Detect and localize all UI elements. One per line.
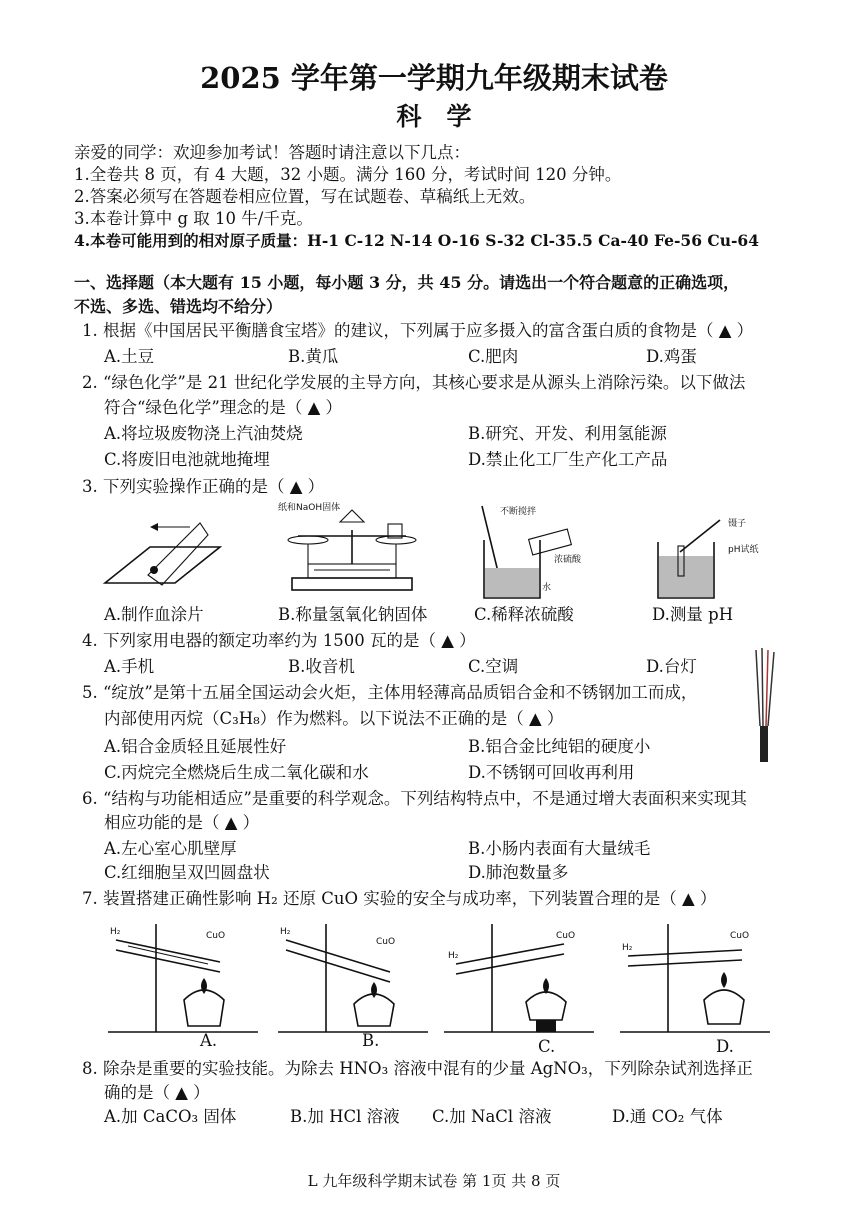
- q2-option-c: C.将废旧电池就地掩埋: [104, 450, 270, 469]
- notice-intro: 亲爱的同学：欢迎参加考试！答题时请注意以下几点：: [74, 143, 470, 162]
- q1-stem: 1. 根据《中国居民平衡膳食宝塔》的建议，下列属于应多摄入的富含蛋白质的食物是（ ▲ ）: [82, 321, 754, 340]
- right-pan: [376, 536, 416, 544]
- q2-stem: 2. “绿色化学”是 21 世纪化学发展的主导方向，其核心要求是从源头上消除污染。以下做法: [82, 373, 746, 392]
- q3-figure-c: [470, 500, 600, 600]
- q7a-cuo: CuO: [206, 931, 226, 941]
- q5-stem: 5. “绽放”是第十五届全国运动会火炬，主体用轻薄高品质铝合金和不锈钢加工而成，: [82, 683, 698, 702]
- q6-stem-cont: 相应功能的是（ ▲ ）: [104, 813, 260, 832]
- flame: [201, 978, 207, 994]
- q7-option-a: A.: [200, 1031, 218, 1050]
- q4-option-d: D.台灯: [646, 657, 697, 676]
- q7-option-c: C.: [538, 1037, 556, 1056]
- q8-stem: 8. 除杂是重要的实验技能。为除去 HNO₃ 溶液中混有的少量 AgNO₃，下列除杂试剂选择正: [82, 1059, 753, 1078]
- exam-title: 2025 学年第一学期九年级期末试卷: [200, 61, 668, 95]
- q2-option-d: D.禁止化工厂生产化工产品: [468, 450, 668, 469]
- q2-stem-cont: 符合“绿色化学”理念的是（ ▲ ）: [104, 398, 343, 417]
- notice-item-1: 1.全卷共 8 页，有 4 大题，32 小题。满分 160 分，考试时间 120 分钟。: [74, 165, 622, 184]
- q2-option-b: B.研究、开发、利用氢能源: [468, 424, 667, 443]
- q3-option-d: D.测量 pH: [652, 605, 734, 624]
- notice-item-3: 3.本卷计算中 g 取 10 牛/千克。: [74, 209, 313, 228]
- q1-option-d: D.鸡蛋: [646, 347, 697, 366]
- q3-option-c: C.稀释浓硫酸: [474, 605, 574, 624]
- water: [485, 568, 539, 597]
- alcohol-lamp: [184, 990, 224, 1026]
- q6-option-c: C.红细胞呈双凹圆盘状: [104, 863, 270, 882]
- q5-option-d: D.不锈钢可回收再利用: [468, 763, 635, 782]
- q3-figure-a: [100, 515, 230, 595]
- alcohol-lamp: [704, 990, 744, 1024]
- q8-stem-cont: 确的是（ ▲ ）: [104, 1083, 210, 1102]
- q5-stem-cont: 内部使用丙烷（C₃H₈）作为燃料。以下说法不正确的是（ ▲ ）: [104, 709, 564, 728]
- torch-image: [746, 646, 786, 766]
- q6-option-a: A.左心室心肌壁厚: [104, 839, 237, 858]
- q1-option-c: C.肥肉: [468, 347, 519, 366]
- q7-figure-d: [620, 920, 770, 1035]
- q5-option-b: B.铝合金比纯铝的硬度小: [468, 737, 651, 756]
- q3-label-paper: pH试纸: [728, 545, 759, 555]
- alcohol-lamp: [354, 994, 394, 1026]
- q3-option-b: B.称量氢氧化钠固体: [278, 605, 428, 624]
- q6-option-d: D.肺泡数量多: [468, 863, 569, 882]
- q7-figure-b: [278, 920, 428, 1035]
- q4-option-b: B.收音机: [288, 657, 355, 676]
- section-heading: 一、选择题（本大题有 15 小题，每小题 3 分，共 45 分。请选出一个符合题意的正确选项，: [74, 273, 740, 292]
- q5-option-a: A.铝合金质轻且延展性好: [104, 737, 287, 756]
- q1-option-a: A.土豆: [104, 347, 155, 366]
- q7d-h2: H₂: [622, 943, 633, 953]
- q7b-h2: H₂: [280, 927, 291, 937]
- q6-stem: 6. “结构与功能相适应”是重要的科学观念。下列结构特点中，不是通过增大表面积来实现其: [82, 789, 747, 808]
- q7-option-d: D.: [716, 1037, 734, 1056]
- q7c-h2: H₂: [448, 951, 459, 961]
- spreader-slide: [148, 523, 208, 585]
- q7-figure-a: [108, 920, 258, 1035]
- q6-option-b: B.小肠内表面有大量绒毛: [468, 839, 651, 858]
- q3-label-stir: 不断搅拌: [500, 507, 537, 517]
- q8-option-c: C.加 NaCl 溶液: [432, 1107, 552, 1126]
- blood-drop: [150, 566, 158, 574]
- test-tube: [456, 944, 564, 964]
- q4-option-a: A.手机: [104, 657, 155, 676]
- q8-option-d: D.通 CO₂ 气体: [612, 1107, 723, 1126]
- q2-option-a: A.将垃圾废物浇上汽油焚烧: [104, 424, 303, 443]
- q7-stem: 7. 装置搭建正确性影响 H₂ 还原 CuO 实验的安全与成功率，下列装置合理的是（ ▲ ）: [82, 889, 717, 908]
- section-heading-cont: 不选、多选、错选均不给分）: [74, 297, 283, 316]
- acid-bottle: [529, 529, 572, 555]
- q8-option-a: A.加 CaCO₃ 固体: [104, 1107, 237, 1126]
- q3-figure-d: [650, 512, 800, 602]
- q7c-cuo: CuO: [556, 931, 576, 941]
- q7-figure-c: [444, 920, 594, 1035]
- test-tube: [628, 950, 742, 956]
- q3-label-water: 水: [542, 583, 552, 593]
- q3-figure-b: [278, 500, 428, 600]
- q1-option-b: B.黄瓜: [288, 347, 339, 366]
- slide: [105, 547, 220, 583]
- balance-base: [292, 578, 412, 590]
- q7b-cuo: CuO: [376, 937, 396, 947]
- q4-option-c: C.空调: [468, 657, 519, 676]
- q4-stem: 4. 下列家用电器的额定功率约为 1500 瓦的是（ ▲ ）: [82, 631, 476, 650]
- q5-option-c: C.丙烷完全燃烧后生成二氧化碳和水: [104, 763, 369, 782]
- test-tube: [116, 940, 220, 962]
- page-footer: L 九年级科学期末试卷 第 1页 共 8 页: [307, 1172, 561, 1190]
- q3-label-naoh: 纸和NaOH固体: [278, 503, 341, 513]
- subject-title: 科 学: [396, 102, 472, 131]
- q3-label-tweezers: 镊子: [728, 519, 747, 529]
- q3-label-acid: 浓硫酸: [554, 555, 582, 565]
- q8-option-b: B.加 HCl 溶液: [290, 1107, 400, 1126]
- notice-item-4: 4.本卷可能用到的相对原子质量：H-1 C-12 N-14 O-16 S-32 Cl-35.5 Ca-40 Fe-56 Cu-64: [74, 231, 759, 250]
- notice-item-2: 2.答案必须写在答题卷相应位置，写在试题卷、草稿纸上无效。: [74, 187, 536, 206]
- q7d-cuo: CuO: [730, 931, 750, 941]
- q7a-h2: H₂: [110, 927, 121, 937]
- q7-option-b: B.: [362, 1031, 380, 1050]
- alcohol-lamp: [526, 992, 566, 1020]
- q3-option-a: A.制作血涂片: [104, 605, 204, 624]
- test-tube: [286, 940, 390, 972]
- q3-stem: 3. 下列实验操作正确的是（ ▲ ）: [82, 477, 325, 496]
- left-pan: [288, 536, 328, 544]
